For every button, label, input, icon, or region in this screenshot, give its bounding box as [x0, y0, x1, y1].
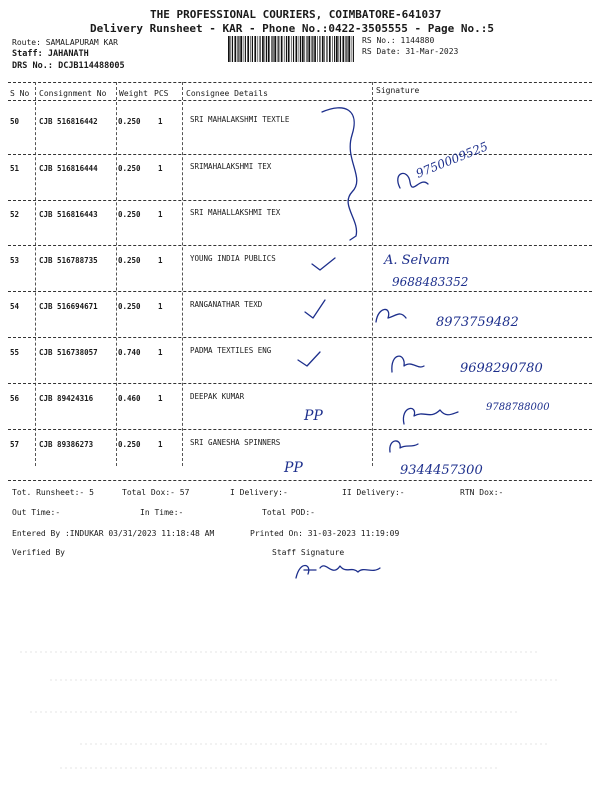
cell-consignment: CJB 516816444 — [39, 164, 98, 173]
handwritten-pp: PP — [304, 408, 323, 424]
col-header-weight: Weight — [119, 89, 148, 98]
tot-runsheet: Tot. Runsheet:- 5 — [12, 488, 94, 497]
cell-consignee: SRI MAHALAKSHMI TEXTLE — [190, 115, 290, 124]
handwritten-name: A. Selvam — [384, 253, 450, 268]
handwritten-phone: 9750009525 — [413, 139, 490, 181]
route-value: SAMALAPURAM KAR — [45, 38, 118, 47]
signature-scribble — [392, 356, 424, 372]
cell-pcs: 1 — [158, 256, 163, 265]
signature-scribble — [390, 441, 418, 452]
cell-sno: 53 — [10, 256, 20, 265]
runsheet-subtitle: Delivery Runsheet - KAR - Phone No.:0422-3505555 - Page No.:5 — [90, 22, 494, 35]
cell-consignee: DEEPAK KUMAR — [190, 392, 245, 401]
cell-consignee: SRI GANESHA SPINNERS — [190, 438, 281, 447]
cell-weight: 0.250 — [118, 117, 141, 126]
cell-sno: 57 — [10, 440, 20, 449]
total-pod: Total POD:- — [262, 508, 315, 517]
cell-consignment: CJB 516788735 — [39, 256, 98, 265]
check-mark — [312, 258, 335, 270]
cell-sno: 52 — [10, 210, 20, 219]
cell-weight: 0.250 — [118, 256, 141, 265]
bleed-through-texture — [20, 640, 580, 780]
route-label: Route: — [12, 38, 41, 47]
rs-date-value: 31-Mar-2023 — [405, 47, 459, 56]
cell-weight: 0.250 — [118, 440, 141, 449]
col-header-sno: S No — [10, 89, 30, 98]
ii-delivery: II Delivery:- — [342, 488, 405, 497]
staff-label: Staff: — [12, 49, 43, 59]
cell-sno: 55 — [10, 348, 20, 357]
handwritten-phone: 9788788000 — [486, 402, 550, 413]
cell-sno: 54 — [10, 302, 20, 311]
cell-pcs: 1 — [158, 394, 163, 403]
handwritten-phone: 8973759482 — [436, 315, 519, 330]
col-header-consignment: Consignment No — [39, 89, 107, 98]
cell-weight: 0.250 — [118, 302, 141, 311]
staff-value: JAHANATH — [47, 49, 89, 59]
rs-date-label: RS Date: — [362, 47, 401, 56]
drs-value: DCJB114488005 — [58, 61, 125, 71]
cell-weight: 0.460 — [118, 394, 141, 403]
check-mark — [298, 352, 320, 366]
cell-consignment: CJB 516694671 — [39, 302, 98, 311]
brace-mark — [322, 108, 357, 240]
cell-sno: 56 — [10, 394, 20, 403]
col-header-signature: Signature — [376, 86, 420, 95]
cell-consignee: SRI MAHALLAKSHMI TEX — [190, 208, 281, 217]
cell-consignee: YOUNG INDIA PUBLICS — [190, 254, 276, 263]
cell-pcs: 1 — [158, 440, 163, 449]
printed-on: Printed On: 31-03-2023 11:19:09 — [250, 529, 400, 538]
staff-signature-scribble — [296, 566, 380, 579]
out-time: Out Time:- — [12, 508, 61, 517]
cell-pcs: 1 — [158, 164, 163, 173]
cell-consignee: SRIMAHALAKSHMI TEX — [190, 162, 272, 171]
cell-pcs: 1 — [158, 117, 163, 126]
cell-consignment: CJB 89386273 — [39, 440, 94, 449]
handwritten-pp: PP — [284, 460, 303, 476]
rs-no-value: 1144880 — [400, 36, 435, 45]
col-header-pcs: PCS — [154, 89, 169, 98]
handwritten-phone: 9688483352 — [392, 275, 469, 289]
cell-consignee: RANGANATHAR TEXD — [190, 300, 263, 309]
cell-consignee: PADMA TEXTILES ENG — [190, 346, 272, 355]
cell-consignment: CJB 516816442 — [39, 117, 98, 126]
cell-sno: 50 — [10, 117, 20, 126]
in-time: In Time:- — [140, 508, 184, 517]
cell-consignment: CJB 516816443 — [39, 210, 98, 219]
handwritten-phone: 9698290780 — [460, 361, 543, 376]
entered-by: Entered By :INDUKAR 03/31/2023 11:18:48 AM — [12, 529, 215, 538]
signature-scribble — [376, 309, 406, 322]
drs-label: DRS No.: — [12, 61, 53, 71]
staff-signature-label: Staff Signature — [272, 548, 345, 557]
check-mark — [305, 300, 325, 318]
signature-scribble — [403, 408, 458, 424]
handwritten-phone: 9344457300 — [400, 463, 483, 478]
rtn-dox: RTN Dox:- — [460, 488, 504, 497]
verified-by: Verified By — [12, 548, 65, 557]
cell-pcs: 1 — [158, 348, 163, 357]
cell-consignment: CJB 89424316 — [39, 394, 94, 403]
company-title: THE PROFESSIONAL COURIERS, COIMBATORE-641037 — [150, 8, 442, 21]
cell-weight: 0.250 — [118, 164, 141, 173]
cell-weight: 0.740 — [118, 348, 141, 357]
i-delivery: I Delivery:- — [230, 488, 288, 497]
cell-sno: 51 — [10, 164, 20, 173]
col-header-consignee: Consignee Details — [186, 89, 268, 98]
cell-pcs: 1 — [158, 302, 163, 311]
total-dox: Total Dox:- 57 — [122, 488, 190, 497]
cell-weight: 0.250 — [118, 210, 141, 219]
cell-pcs: 1 — [158, 210, 163, 219]
cell-consignment: CJB 516738057 — [39, 348, 98, 357]
rs-no-label: RS No.: — [362, 36, 396, 45]
